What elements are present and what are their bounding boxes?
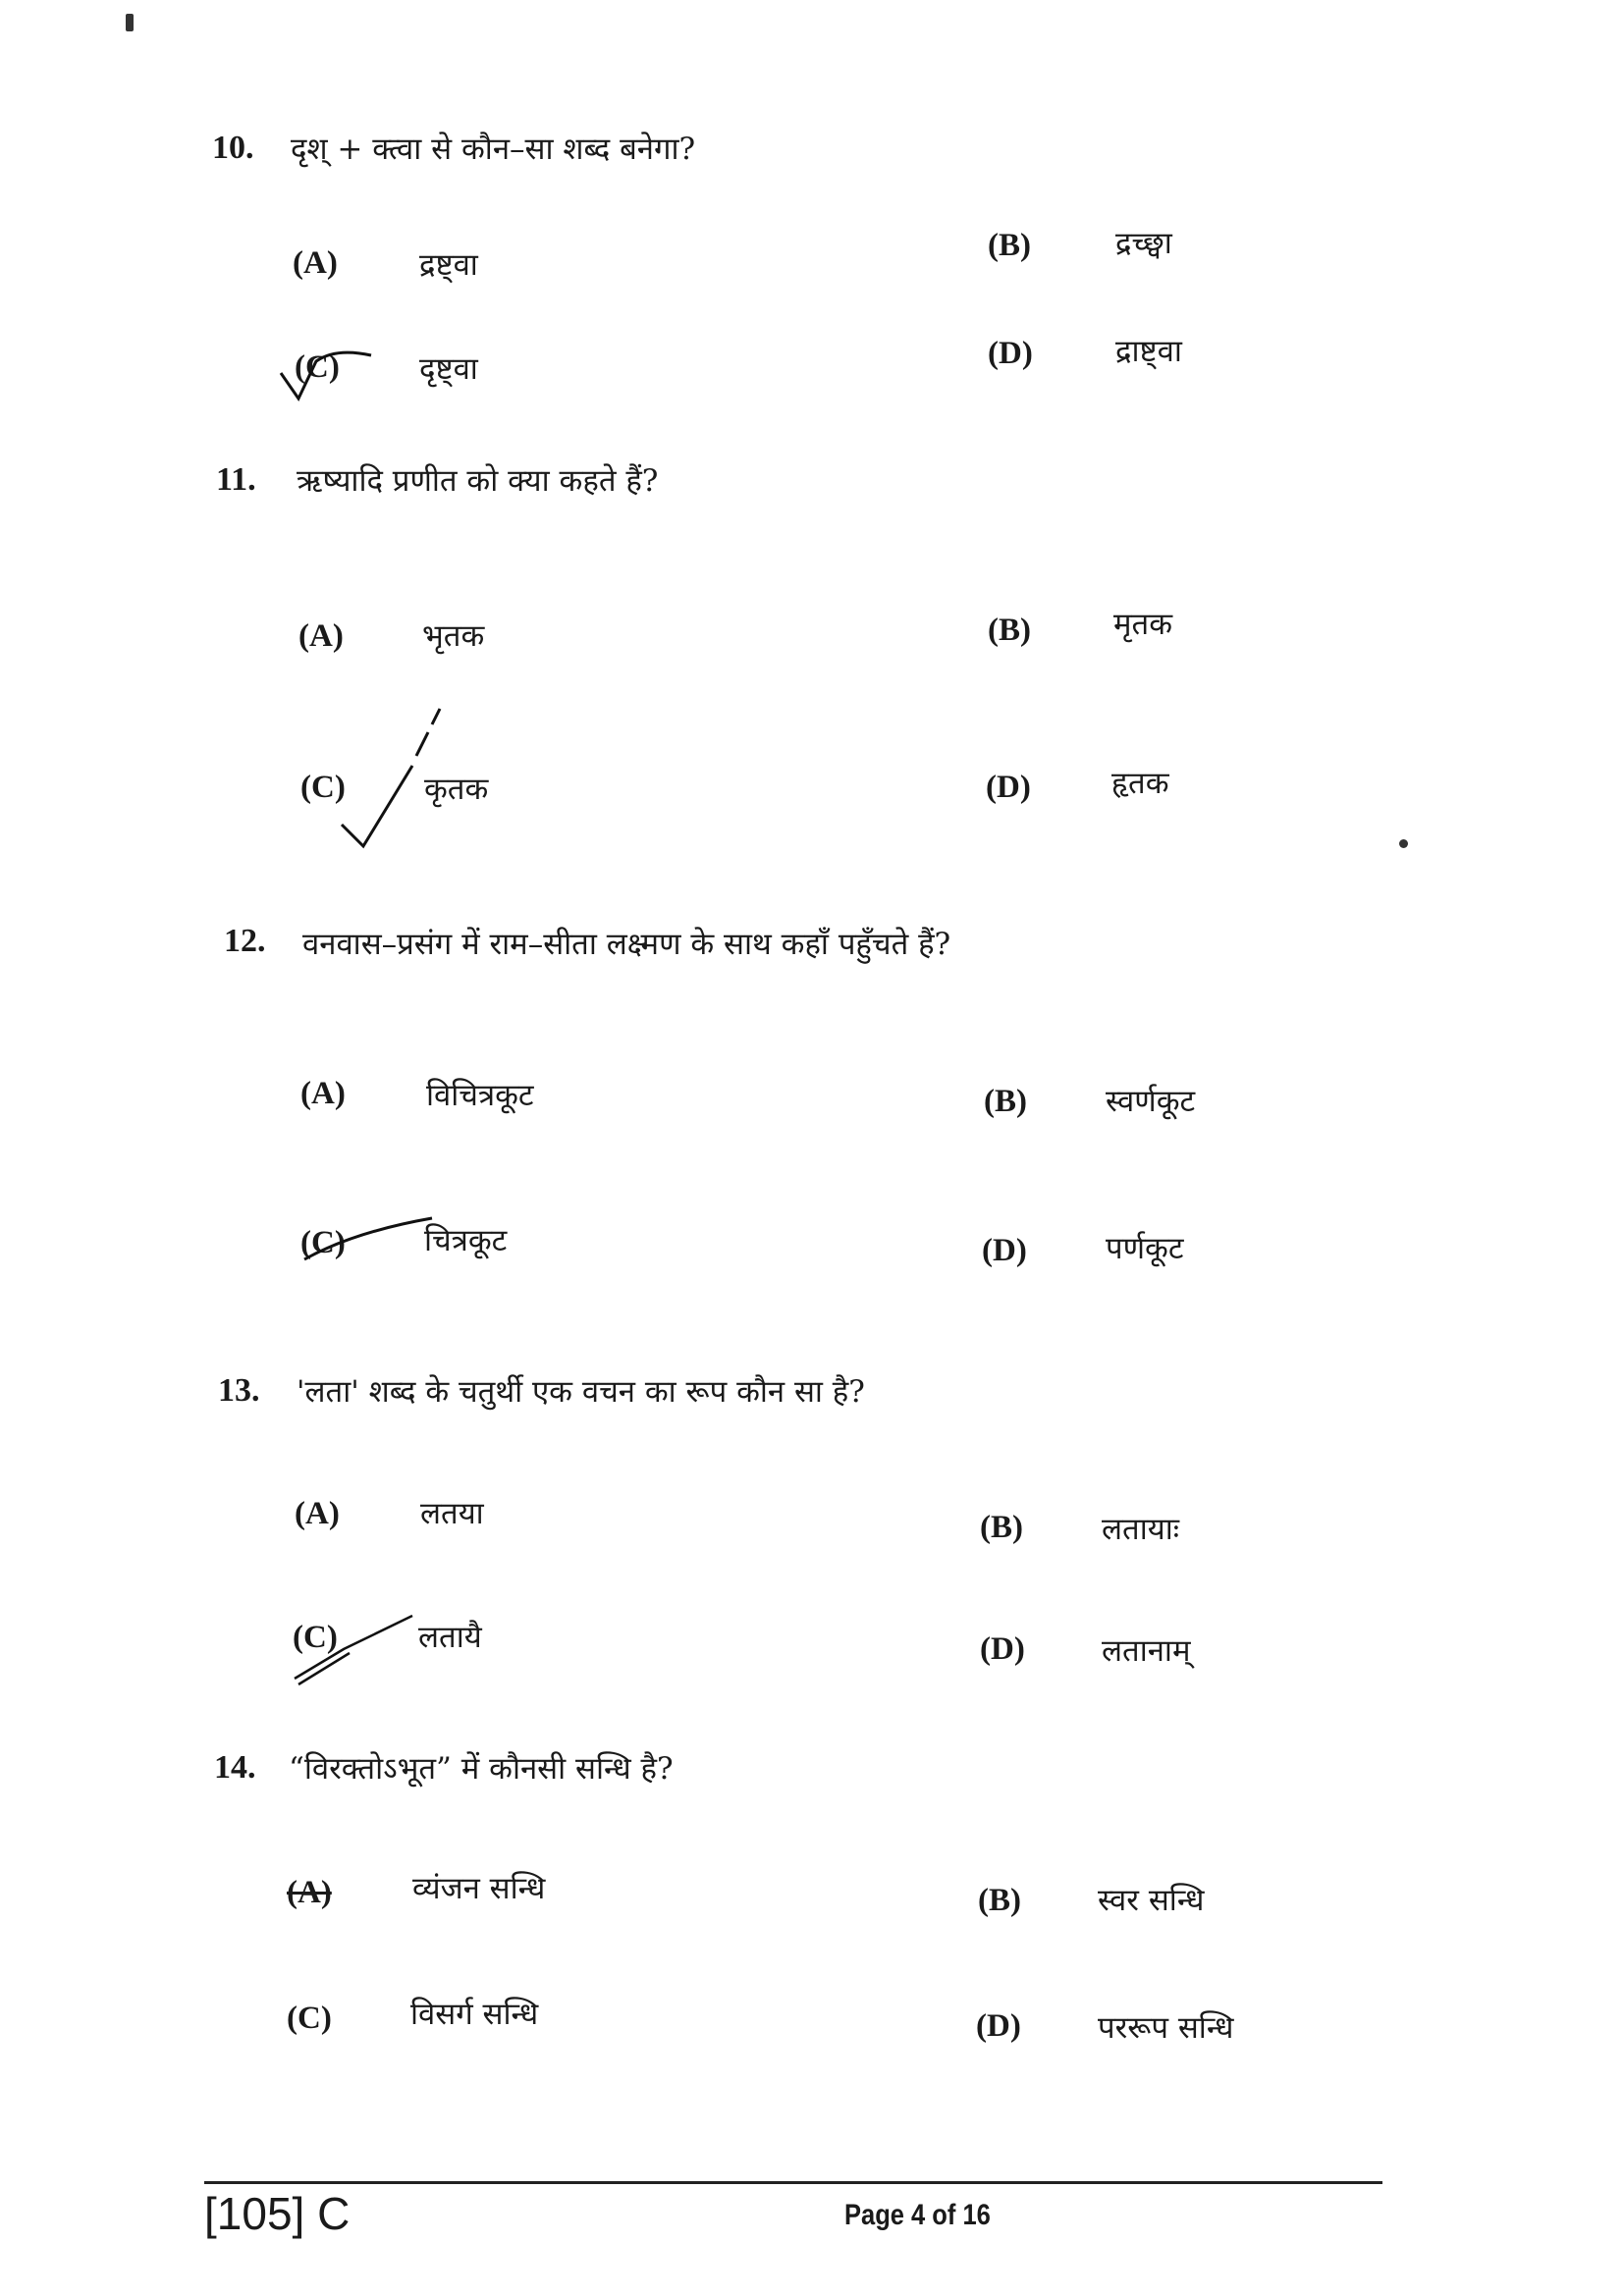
option-text-d: हृतक: [1111, 766, 1169, 801]
option-text-b: लतायाः: [1102, 1512, 1179, 1547]
option-label-d: (D): [986, 770, 1031, 805]
option-label-b: (B): [988, 613, 1031, 648]
option-label-c: (C): [293, 1620, 338, 1655]
tick-mark-icon: [334, 677, 471, 854]
option-label-b: (B): [984, 1084, 1027, 1119]
page-number: Page 4 of 16: [844, 2199, 991, 2231]
option-text-c: चित्रकूट: [424, 1223, 508, 1258]
question-text: 'लता' शब्द के चतुर्थी एक वचन का रूप कौन सा है?: [297, 1374, 865, 1410]
question-number: 10.: [212, 130, 254, 166]
question-number: 13.: [218, 1372, 260, 1409]
option-label-b: (B): [988, 228, 1031, 263]
question-text: ऋष्यादि प्रणीत को क्या कहते हैं?: [297, 463, 659, 499]
tick-mark-icon: [295, 1212, 442, 1271]
tick-mark-icon: [285, 1610, 422, 1688]
option-label-c: (C): [287, 2001, 332, 2036]
scan-speck: [126, 14, 134, 31]
option-label-d: (D): [980, 1631, 1025, 1667]
option-text-d: लतानाम्: [1102, 1633, 1191, 1669]
option-label-b: (B): [980, 1510, 1023, 1545]
option-label-a: (A): [293, 245, 338, 281]
option-label-b: (B): [978, 1883, 1021, 1918]
option-text-c: कृतक: [424, 772, 489, 807]
question-number: 12.: [224, 923, 266, 959]
question-text: दृश् + क्त्वा से कौन–सा शब्द बनेगा?: [291, 132, 696, 167]
scan-speck: [1399, 839, 1408, 848]
option-label-c: (C): [300, 1225, 346, 1260]
question-number: 11.: [216, 461, 256, 498]
option-text-a: द्रष्ट्वा: [419, 247, 478, 283]
option-text-b: मृतक: [1113, 607, 1173, 642]
option-text-b: द्रच्छ्वा: [1115, 226, 1172, 261]
question-text: वनवास–प्रसंग में राम–सीता लक्ष्मण के साथ कहाँ पहुँचते हैं?: [302, 927, 951, 962]
question-number: 14.: [214, 1749, 256, 1786]
option-label-a: (A): [295, 1496, 340, 1531]
option-label-a: (A): [300, 1076, 346, 1111]
option-text-c: दृष्ट्वा: [419, 351, 478, 387]
option-label-d: (D): [976, 2008, 1021, 2044]
option-label-c: (C): [300, 770, 346, 805]
option-text-a: लतया: [420, 1496, 484, 1531]
option-text-d: द्राष्ट्वा: [1115, 334, 1182, 369]
option-label-d: (D): [988, 336, 1033, 371]
paper-code: [105] C: [204, 2188, 351, 2239]
option-text-a: विचित्रकूट: [426, 1078, 534, 1113]
question-text: “विरक्तोऽभूत” में कौनसी सन्धि है?: [289, 1751, 674, 1787]
option-label-a: (A): [298, 618, 344, 654]
option-text-c: लतायै: [418, 1620, 482, 1655]
tick-mark-icon: [277, 344, 385, 402]
option-label-a: (A): [287, 1875, 332, 1910]
option-label-c: (C): [295, 349, 340, 385]
option-text-a: व्यंजन सन्धि: [412, 1871, 546, 1906]
option-text-b: स्वर सन्धि: [1098, 1883, 1205, 1918]
option-text-c: विसर्ग सन्धि: [410, 1997, 539, 2032]
option-text-b: स्वर्णकूट: [1106, 1084, 1196, 1119]
footer-divider: [204, 2181, 1382, 2184]
option-text-d: पर्णकूट: [1106, 1231, 1184, 1266]
option-text-a: भृतक: [422, 618, 485, 654]
option-text-d: पररूप सन्धि: [1098, 2010, 1234, 2046]
option-label-d: (D): [982, 1233, 1027, 1268]
